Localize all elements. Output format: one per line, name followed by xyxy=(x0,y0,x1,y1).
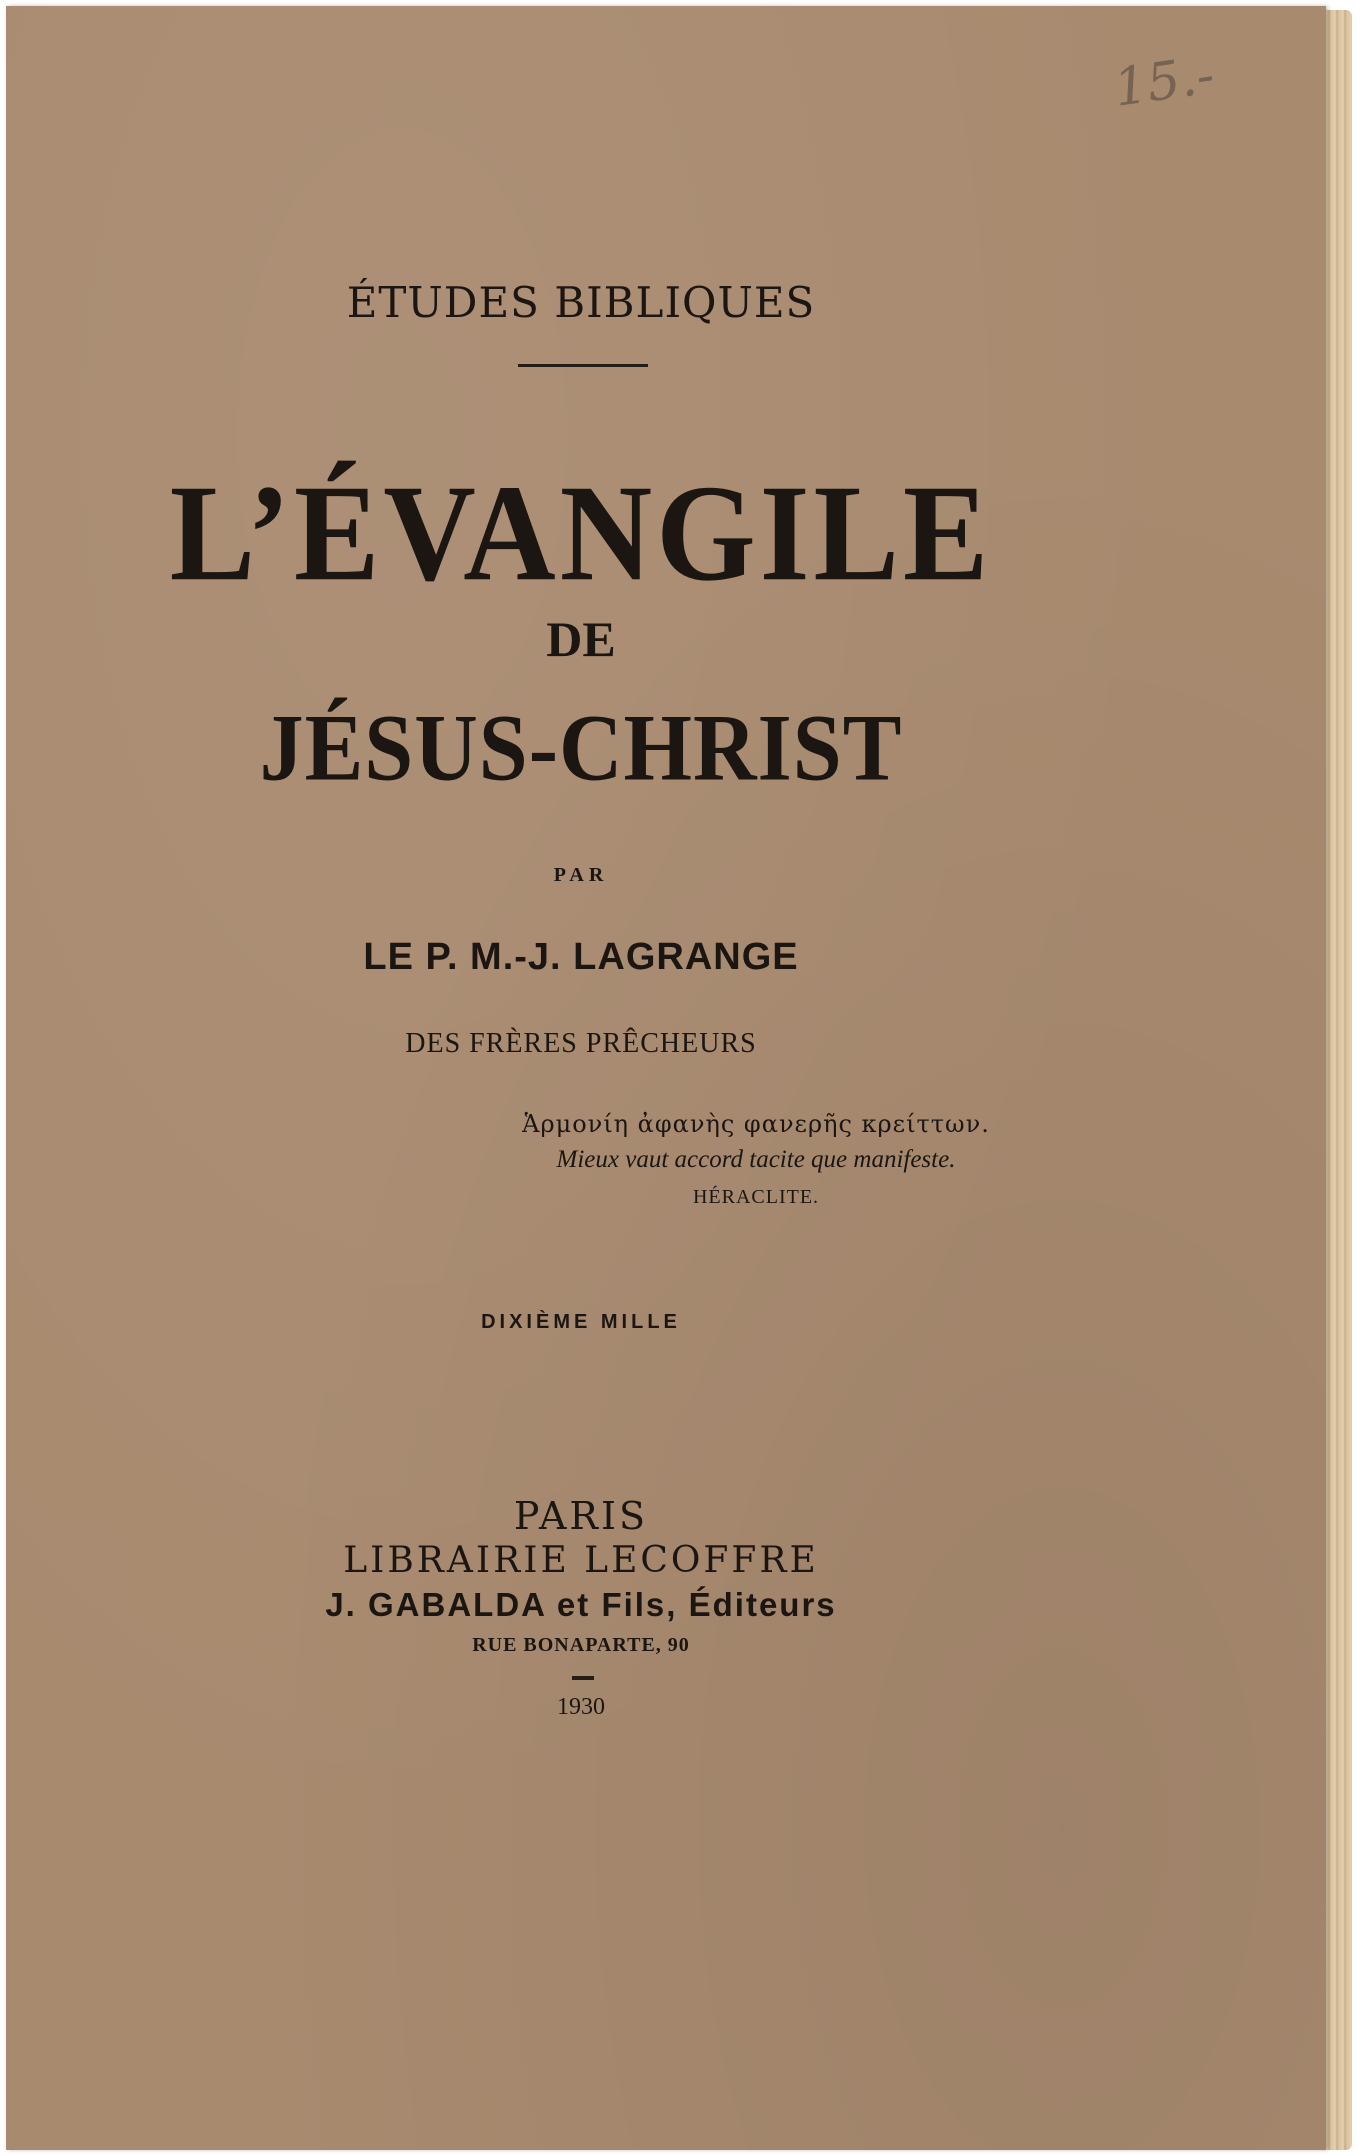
book-cover xyxy=(6,6,1326,2150)
imprint-rule xyxy=(572,1676,594,1680)
series-rule xyxy=(518,364,648,367)
imprint-year: 1930 xyxy=(557,1694,605,1720)
author-name: LE P. M.-J. LAGRANGE xyxy=(363,936,799,978)
title-line-1: L’ÉVANGILE xyxy=(169,456,993,610)
epigraph-source: HÉRACLITE. xyxy=(692,1186,820,1208)
religious-order: DES FRÈRES PRÊCHEURS xyxy=(405,1028,757,1059)
epigraph-greek: Ἁρμονίη ἀφανὴς φανερῆς κρείττων. xyxy=(522,1110,990,1138)
imprint-city: PARIS xyxy=(513,1494,649,1538)
title-line-3: JÉSUS-CHRIST xyxy=(259,696,903,801)
imprint-address: RUE BONAPARTE, 90 xyxy=(472,1634,690,1656)
series-title: ÉTUDES BIBLIQUES xyxy=(346,278,816,327)
imprint-editors: J. GABALDA et Fils, Éditeurs xyxy=(325,1586,837,1623)
title-line-2: DE xyxy=(546,611,616,667)
edition-label: DIXIÈME MILLE xyxy=(481,1311,681,1333)
epigraph-french: Mieux vaut accord tacite que manifeste. xyxy=(556,1146,956,1173)
pencil-price-note: 15.- xyxy=(1110,45,1218,119)
by-label: PAR xyxy=(553,864,609,886)
imprint-publisher: LIBRAIRIE LECOFFRE xyxy=(343,1540,819,1581)
